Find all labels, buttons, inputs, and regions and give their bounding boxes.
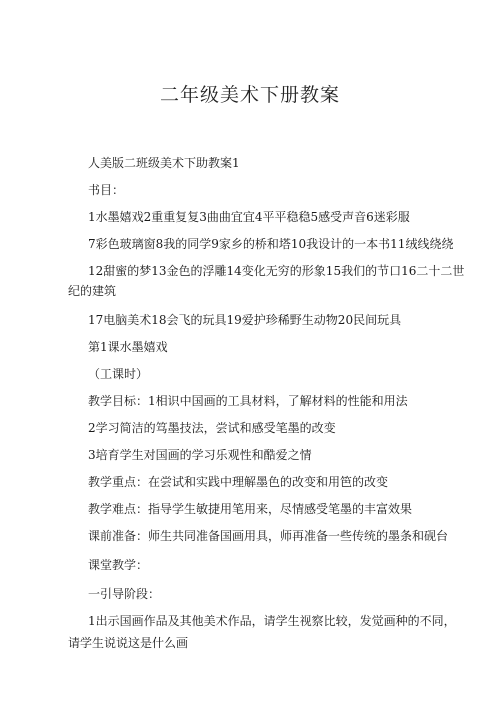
paragraph-contents-line-4: 17电脑美术18会飞的玩具19爱护珍稀野生动物20民间玩具 bbox=[88, 313, 402, 327]
paragraph-edition: 人美版二班级美术下助教案1 bbox=[88, 156, 240, 170]
classroom-teaching: 课堂教学： bbox=[88, 558, 149, 572]
guide-step-1: 1出示国画作品及其他美术作品，请学生视察比较，发觉画种的不同， bbox=[88, 614, 456, 628]
paragraph-contents-line-3: 12甜蜜的梦13金色的浮雕14变化无穷的形象15我们的节口16二十二世 bbox=[88, 264, 465, 278]
paragraph-contents-line-2: 7彩色玻璃窗8我的同学9家乡的桥和塔10我设计的一本书11绒线绕绕 bbox=[88, 237, 454, 251]
paragraph-contents-line-1: 1水墨嬉戏2重重复复3曲曲宜宜4平平稳稳5感受声音6迷彩服 bbox=[88, 210, 410, 224]
paragraph-contents-line-3-wrap: 纪的建筑 bbox=[68, 284, 117, 298]
teaching-difficulty: 教学难点：指导学生敏捷用笔用来，尽情感受笔墨的丰富效果 bbox=[88, 502, 413, 516]
teaching-goal-3: 3培育学生对国画的学习乐观性和酷爱之情 bbox=[88, 448, 312, 462]
teaching-goal-2: 2学习简洁的笃墨技法，尝试和感受笔墨的改变 bbox=[88, 421, 336, 435]
document-title: 二年级美术下册教案 bbox=[159, 84, 340, 106]
teaching-goal-1: 教学目标：1相识中国画的工具材料，了解材料的性能和用法 bbox=[88, 394, 408, 408]
guide-step-1-wrap: 请学生说说这是什么画 bbox=[68, 636, 189, 650]
lesson-title: 第1课水墨嬉戏 bbox=[88, 340, 168, 354]
teaching-focus: 教学重点：在尝试和实践中理解墨色的改变和用笆的改变 bbox=[88, 475, 389, 489]
lesson-period: （工课时） bbox=[88, 367, 149, 381]
guide-stage: 一引导阶段： bbox=[88, 587, 161, 601]
preparation: 课前准备：师生共同准备国画用具，师再准备一些传统的墨条和砚台 bbox=[88, 529, 449, 543]
paragraph-contents-heading: 书目： bbox=[88, 183, 125, 197]
